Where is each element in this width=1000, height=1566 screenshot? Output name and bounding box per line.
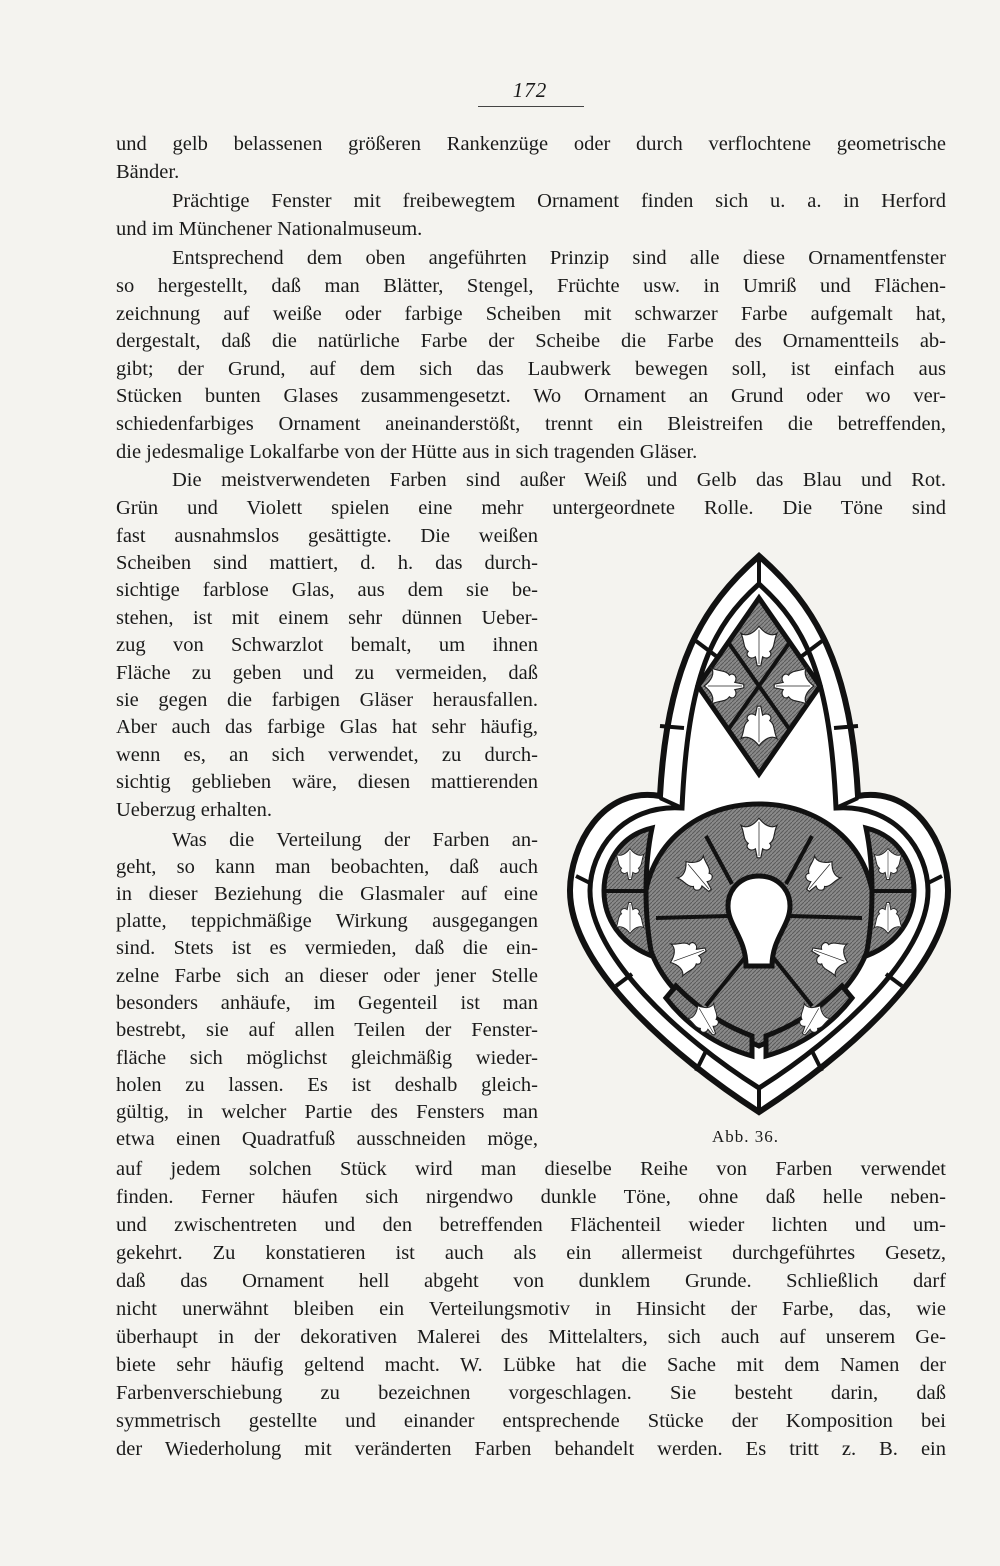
text-line: und im Münchener Nationalmuseum. [116,218,423,240]
page-number: 172 [512,78,548,102]
text-line: gibt; der Grund, auf dem sich das Laubwerk bewegen soll, ist einfach aus [116,358,946,380]
text-line: Was die Verteilung der Farben an- [172,829,538,851]
text-line: schiedenfarbiges Ornament aneinanderstößt, trennt ein Bleistreifen die betreffenden, [116,413,946,435]
text-line: so hergestellt, daß man Blätter, Stengel, Früchte usw. in Umriß und Flächen- [116,275,946,297]
text-line: wenn es, an sich verwendet, zu durch- [116,744,538,766]
text-line: bestrebt, sie auf allen Teilen der Fenster- [116,1019,538,1041]
text-line: platte, teppichmäßige Wirkung ausgegangen [116,910,538,932]
text-line: Scheiben sind mattiert, d. h. das durch- [116,552,538,574]
text-line: Entsprechend dem oben angeführten Prinzip sind alle diese Ornamentfenster [172,247,946,269]
text-line: holen zu lassen. Es ist deshalb gleich- [116,1074,538,1096]
text-line: überhaupt in der dekorativen Malerei des Mittelalters, sich auch auf unserem Ge- [116,1326,946,1348]
text-line: Grün und Violett spielen eine mehr untergeordnete Rolle. Die Töne sind [116,497,946,519]
text-line: biete sehr häufig geltend macht. W. Lübke hat die Sache mit dem Namen der [116,1354,946,1376]
text-line: nicht unerwähnt bleiben ein Verteilungsmotiv in Hinsicht der Farbe, das, wie [116,1298,946,1320]
text-line: zelne Farbe sich an dieser oder jener Stelle [116,965,538,987]
text-line: Bänder. [116,161,180,183]
text-line: sichtige farblose Glas, aus dem sie be- [116,579,538,601]
text-line: auf jedem solchen Stück wird man dieselbe Reihe von Farben verwendet [116,1158,946,1180]
text-line: Farbenverschiebung zu bezeichnen vorgeschlagen. Sie besteht darin, daß [116,1382,946,1404]
text-line: zeichnung auf weiße oder farbige Scheiben mit schwarzer Farbe aufgemalt hat, [116,303,946,325]
text-line: sie gegen die farbigen Gläser herausfallen. [116,689,538,711]
text-line: der Wiederholung mit veränderten Farben behandelt werden. Es tritt z. B. ein [116,1438,946,1460]
text-line: Aber auch das farbige Glas hat sehr häufig, [116,716,538,738]
text-line: symmetrisch gestellte und einander entsprechende Stücke der Komposition bei [116,1410,946,1432]
text-line: sind. Stets ist es vermieden, daß die ein- [116,937,538,959]
text-line: Stücken bunten Glases zusammengesetzt. Wo Ornament an Grund oder wo ver- [116,385,946,407]
text-line: daß das Ornament hell abgeht von dunklem Grunde. Schließlich darf [116,1270,946,1292]
text-line: sichtig geblieben wäre, diesen mattierenden [116,771,538,793]
text-line: Fläche zu geben und zu vermeiden, daß [116,662,538,684]
text-line: die jedesmalige Lokalfarbe von der Hütte aus in sich tragenden Gläser. [116,441,698,463]
text-line: finden. Ferner häufen sich nirgendwo dunkle Töne, ohne daß helle neben- [116,1186,946,1208]
text-line: und zwischentreten und den betreffenden Flächenteil wieder lichten und um- [116,1214,946,1236]
text-line: etwa einen Quadratfuß ausschneiden möge, [116,1128,538,1150]
text-line: gültig, in welcher Partie des Fensters man [116,1101,538,1123]
text-line: und gelb belassenen größeren Rankenzüge oder durch verflochtene geometrische [116,133,946,155]
text-line: Die meistverwendeten Farben sind außer Weiß und Gelb das Blau und Rot. [172,469,946,491]
text-line: besonders anhäufe, im Gegenteil ist man [116,992,538,1014]
text-line: dergestalt, daß die natürliche Farbe der Scheibe die Farbe des Ornamentteils ab- [116,330,946,352]
text-line: Prächtige Fenster mit freibewegtem Ornament finden sich u. a. in Herford [172,190,946,212]
text-line: geht, so kann man beobachten, daß auch [116,856,538,878]
text-line: zug von Schwarzlot bemalt, um ihnen [116,634,538,656]
stained-glass-window-figure [556,546,962,1126]
text-line: fast ausnahmslos gesättigte. Die weißen [116,525,538,547]
text-line: stehen, ist mit einem sehr dünnen Ueber- [116,607,538,629]
text-line: gekehrt. Zu konstatieren ist auch als ein allermeist durchgeführtes Gesetz, [116,1242,946,1264]
text-line: in dieser Beziehung die Glasmaler auf eine [116,883,538,905]
text-line: fläche sich möglichst gleichmäßig wieder- [116,1047,538,1069]
figure-caption: Abb. 36. [712,1127,780,1146]
text-line: Ueberzug erhalten. [116,799,272,821]
